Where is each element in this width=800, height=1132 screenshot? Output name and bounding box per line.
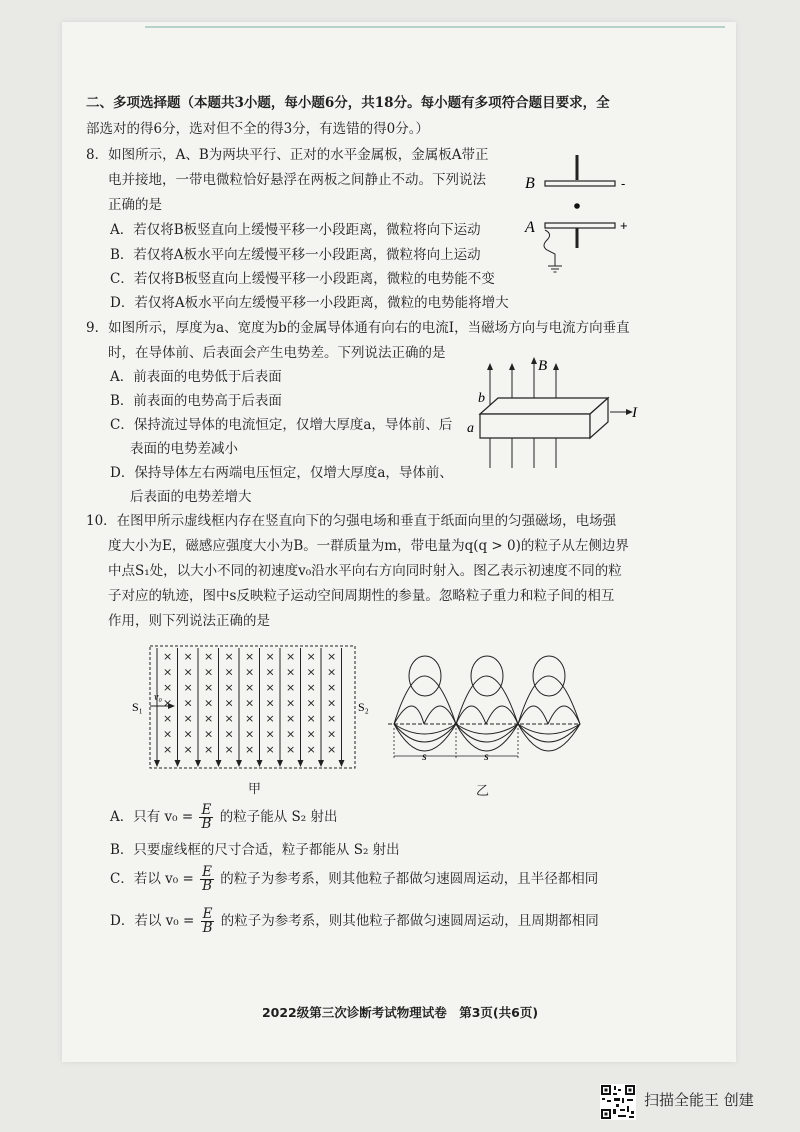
q10-line4: 子对应的轨迹，图中s反映粒子运动空间周期性的参量。忽略粒子重力和粒子间的相互 [108,588,615,604]
frac-den: B [201,816,212,832]
qr-code-icon [600,1084,636,1120]
magnetic-field-cross: × [327,696,337,710]
magnetic-field-cross: × [224,696,234,710]
magnetic-field-cross: × [265,650,275,663]
fraction-e-over-b [200,866,214,893]
magnetic-field-cross: × [183,665,193,679]
magnetic-field-cross: × [204,696,214,710]
frac-den: B [202,920,213,936]
q9-option-c: C．保持流过导体的电流恒定，仅增大厚度a，导体前、后 [110,417,453,433]
q9-line2: 时，在导体前、后表面会产生电势差。下列说法正确的是 [108,345,446,361]
plate-a-label: A [525,219,535,236]
magnetic-field-cross: × [245,727,255,741]
q10-option-c-post: 的粒子为参考系，则其他粒子都做匀速圆周运动，且半径都相同 [220,871,599,887]
magnetic-field-cross: × [204,743,214,756]
magnetic-field-cross: × [265,665,275,679]
q10-option-b: B．只要虚线框的尺寸合适，粒子都能从 S₂ 射出 [110,842,400,858]
plate-b-sign: - [621,176,626,191]
magnetic-field-cross: × [265,727,275,741]
frac-den: B [202,878,212,894]
capacitor-figure [515,150,635,275]
magnetic-field-cross: × [245,650,255,663]
fraction-e-over-b [201,908,215,935]
magnetic-field-cross: × [245,681,255,694]
magnetic-field-cross: × [224,650,234,663]
magnetic-field-cross: × [286,727,296,741]
page-footer: 2022级第三次诊断考试物理试卷 第3页(共6页) [261,1005,539,1020]
q10-line3: 中点S₁处，以大小不同的初速度v₀沿水平向右方向同时射入。图乙表示初速度不同的粒 [108,563,622,579]
q10-option-c-pre: C．若以 v₀ = [110,871,194,887]
magnetic-field-cross: × [306,696,316,710]
scanner-watermark: 扫描全能王 创建 [644,1091,754,1109]
magnetic-field-cross: × [183,712,193,725]
field-label: B [538,358,548,374]
q8-option-b: B．若仅将A板水平向左缓慢平移一小段距离，微粒将向上运动 [110,247,481,263]
q8-line2: 电并接地，一带电微粒恰好悬浮在两板之间静止不动。下列说法 [108,172,486,188]
fraction-e-over-b [199,804,213,831]
magnetic-field-cross: × [245,665,255,679]
fig-a-caption: 甲 [248,782,262,797]
magnetic-field-cross: × [306,681,316,694]
q8-line3: 正确的是 [108,197,162,213]
magnetic-field-cross: × [183,681,193,694]
magnetic-field-cross: × [204,681,214,694]
q9-option-a: A．前表面的电势低于后表面 [110,369,282,385]
q10-option-a-post: 的粒子能从 S₂ 射出 [219,809,338,825]
q9-option-b: B．前表面的电势高于后表面 [110,393,282,409]
magnetic-field-cross: × [183,743,193,756]
magnetic-field-cross: × [306,743,316,756]
magnetic-field-cross: × [183,696,193,710]
top-rule [145,26,725,28]
q10-option-a [110,804,337,831]
s-label-2: s [484,749,489,763]
q9-option-d-cont: 后表面的电势差增大 [130,489,252,505]
magnetic-field-cross: × [204,712,214,725]
magnetic-field-cross: × [204,665,214,679]
magnetic-field-cross: × [245,696,255,710]
magnetic-field-cross: × [204,650,214,663]
magnetic-field-cross: × [327,681,337,694]
s1-label: S₁ [132,700,143,714]
magnetic-field-cross: × [163,665,173,679]
magnetic-field-cross: × [224,712,234,725]
q10-option-c [110,866,598,893]
q10-option-d [110,908,599,935]
magnetic-field-cross: × [224,665,234,679]
magnetic-field-cross: × [204,727,214,741]
magnetic-field-cross: × [286,743,296,756]
q8-option-c: C．若仅将B板竖直向上缓慢平移一小段距离，微粒的电势能不变 [110,271,495,287]
magnetic-field-cross: × [163,696,173,710]
magnetic-field-cross: × [306,712,316,725]
magnetic-field-cross: × [327,727,337,741]
q8-option-a: A．若仅将B板竖直向上缓慢平移一小段距离，微粒将向下运动 [110,222,481,238]
q9-option-d: D．保持导体左右两端电压恒定，仅增大厚度a，导体前、 [110,465,453,481]
section-title-cont: 部选对的得6分，选对但不全的得3分，有选错的得0分。） [86,121,430,137]
q10-line5: 作用，则下列说法正确的是 [108,613,270,629]
particle-dot [574,203,580,209]
magnetic-field-cross: × [286,681,296,694]
plate-b-label: B [525,175,535,192]
magnetic-field-cross: × [245,743,255,756]
magnetic-field-cross: × [163,743,173,756]
s2-label: S₂ [358,700,369,714]
magnetic-field-cross: × [327,650,337,663]
magnetic-field-cross: × [265,743,275,756]
magnetic-field-cross: × [265,712,275,725]
magnetic-field-cross: × [224,681,234,694]
magnetic-field-cross: × [163,712,173,725]
magnetic-field-cross: × [286,665,296,679]
conductor-figure [460,352,640,472]
magnetic-field-cross: × [286,712,296,725]
field-region-figure [130,640,380,775]
q10-option-d-post: 的粒子为参考系，则其他粒子都做匀速圆周运动，且周期都相同 [220,913,599,929]
v0-label: v₀ [154,692,162,703]
fig-b-caption: 乙 [476,784,490,799]
q8-option-d: D．若仅将A板水平向左缓慢平移一小段距离，微粒的电势能将增大 [110,295,509,311]
magnetic-field-cross: × [265,696,275,710]
frac-num: E [199,804,213,818]
magnetic-field-cross: × [306,650,316,663]
magnetic-field-cross: × [224,727,234,741]
magnetic-field-cross: × [327,665,337,679]
magnetic-field-cross: × [163,650,173,663]
magnetic-field-cross: × [265,681,275,694]
magnetic-field-cross: × [183,727,193,741]
magnetic-field-cross: × [224,743,234,756]
q10-line2: 度大小为E，磁感应强度大小为B。一群质量为m，带电量为q(q > 0)的粒子从左侧边界 [108,538,629,554]
q10-line1: 10．在图甲所示虚线框内存在竖直向下的匀强电场和垂直于纸面向里的匀强磁场，电场强 [86,513,617,529]
section-title: 二、多项选择题（本题共3小题，每小题6分，共18分。每小题有多项符合题目要求，全 [86,95,610,111]
width-label: b [478,391,485,406]
q9-option-c-cont: 表面的电势差减小 [130,441,238,457]
magnetic-field-cross: × [286,650,296,663]
q10-option-a-pre: A．只有 v₀ = [110,809,194,825]
magnetic-field-cross: × [245,712,255,725]
q9-line1: 9．如图所示，厚度为a、宽度为b的金属导体通有向右的电流I，当磁场方向与电流方向垂直 [86,320,630,336]
magnetic-field-cross: × [327,712,337,725]
trajectory-figure [384,648,584,783]
magnetic-field-cross: × [183,650,193,663]
magnetic-field-cross: × [163,681,173,694]
current-label: I [632,405,637,421]
q10-option-d-pre: D．若以 v₀ = [110,913,195,929]
magnetic-field-cross: × [286,696,296,710]
magnetic-field-cross: × [306,727,316,741]
frac-num: E [201,908,215,922]
magnetic-field-cross: × [163,727,173,741]
q8-line1: 8．如图所示，A、B为两块平行、正对的水平金属板，金属板A带正 [86,147,489,163]
plate-a-sign: + [620,218,628,233]
frac-num: E [200,866,214,880]
thickness-label: a [467,421,474,436]
s-label-1: s [422,749,427,763]
magnetic-field-cross: × [306,665,316,679]
magnetic-field-cross: × [327,743,337,756]
